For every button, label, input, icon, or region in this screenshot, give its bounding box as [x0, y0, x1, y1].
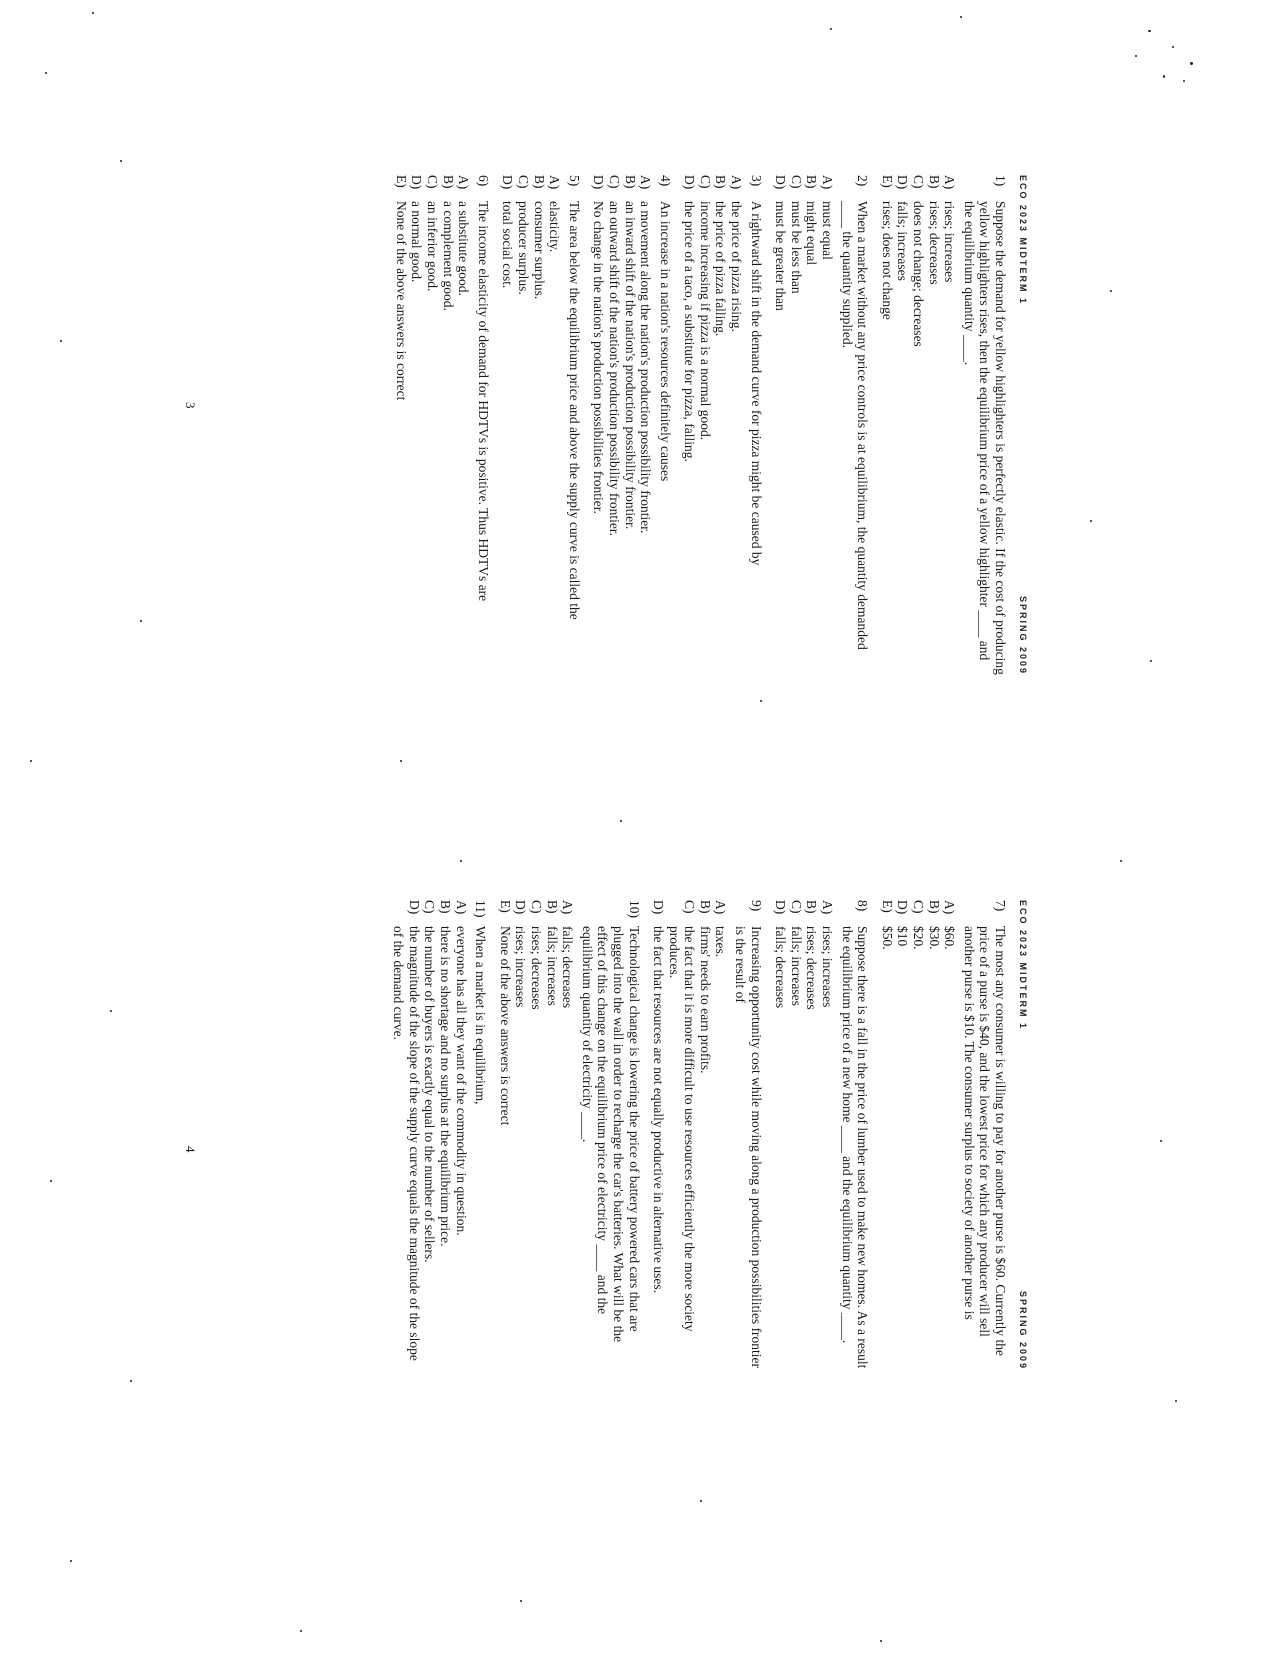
question-number: 9) [748, 900, 764, 912]
question-list [382, 900, 1008, 1370]
option-text: rises; increases [820, 926, 836, 1008]
answer-option [440, 175, 456, 675]
answer-option [942, 900, 958, 1370]
question [773, 900, 871, 1370]
option-letter: A) [942, 175, 958, 190]
question-stem [748, 175, 764, 675]
option-text: falls; decreases [773, 926, 789, 1009]
option-text: the price of pizza falling. [713, 201, 729, 337]
question-number: 2) [855, 175, 871, 187]
question-stem [961, 175, 1008, 675]
answer-options [773, 175, 835, 675]
answer-option [606, 175, 622, 675]
answer-option [638, 175, 654, 675]
option-text: taxes. [713, 926, 729, 958]
option-letter: C) [911, 175, 927, 189]
answer-option [424, 175, 440, 675]
option-letter: E) [879, 175, 895, 188]
option-letter: D) [895, 900, 911, 915]
option-text: the price of a taco, a substitute for pizza, falling. [682, 201, 698, 462]
question-text: The area below the equilibrium price and above the supply curve is called the [566, 201, 582, 620]
option-letter: E) [393, 175, 409, 188]
question-stem [475, 175, 491, 675]
question [879, 900, 1008, 1370]
option-letter: B) [440, 175, 456, 189]
answer-option [531, 175, 547, 675]
question-text: The most any consumer is willing to pay for another purse is $60. Currently the price of a purse is $40, and the lowest price for which any producer will sell another purse is $10. The consumer surplus to society of another purse is [961, 926, 1008, 1357]
option-letter: D) [773, 175, 789, 190]
question-number: 10) [626, 900, 642, 918]
question-stem [566, 175, 582, 675]
option-text: $20. [911, 926, 927, 950]
option-text: the price of pizza rising. [729, 201, 745, 332]
answer-option [788, 900, 804, 1370]
exam-page-3 [250, 175, 1030, 675]
answer-option [910, 900, 926, 1370]
question-stem [839, 900, 870, 1370]
option-text: falls; increases [895, 201, 911, 281]
answer-option [497, 900, 513, 1370]
option-text: a complement good. [440, 201, 456, 311]
option-text: a movement along the nation's production possibility frontier. [638, 201, 654, 534]
answer-option [697, 900, 713, 1370]
option-text: must equal [820, 201, 836, 260]
option-letter: C) [697, 175, 713, 189]
question [651, 900, 764, 1370]
answer-option [697, 175, 713, 675]
question-number: 6) [475, 175, 491, 187]
question [591, 175, 673, 675]
option-letter: C) [606, 175, 622, 189]
answer-option [622, 175, 638, 675]
option-letter: B) [622, 175, 638, 189]
answer-option [788, 175, 804, 675]
option-text: the fact that resources are not equally productive in alternative uses. [651, 926, 667, 1293]
question-number: 11) [473, 900, 489, 918]
option-text: rises; decreases [528, 926, 544, 1010]
page-header [1014, 175, 1030, 675]
answer-option [393, 175, 409, 675]
option-text: must be less than [788, 201, 804, 294]
option-text: $10 [895, 926, 911, 947]
option-text: $60. [942, 926, 958, 950]
answer-option [544, 900, 560, 1370]
option-letter: D) [591, 175, 607, 190]
option-text: $30. [926, 926, 942, 950]
answer-options [651, 900, 729, 1370]
question-stem [961, 900, 1008, 1370]
answer-option [819, 175, 835, 675]
option-letter: C) [682, 900, 698, 914]
answer-option [515, 175, 531, 675]
option-text: the fact that it is more difficult to use resources efficiently the more society produces. [666, 926, 698, 1332]
question [391, 900, 489, 1370]
option-letter: D) [682, 175, 698, 190]
answer-option [651, 900, 667, 1370]
question-number: 3) [748, 175, 764, 187]
answer-options [682, 175, 744, 675]
option-letter: B) [697, 900, 713, 914]
question-text: The income elasticity of demand for HDTVs is positive. Thus HDTVs are [475, 201, 491, 602]
page-number: 4 [183, 1146, 198, 1153]
option-letter: B) [531, 175, 547, 189]
answer-option [513, 900, 529, 1370]
page-number: 3 [183, 402, 198, 409]
question-number: 5) [566, 175, 582, 187]
option-letter: E) [497, 900, 513, 913]
option-letter: D) [409, 175, 425, 190]
exam-page-4 [250, 900, 1030, 1370]
answer-option [666, 900, 697, 1370]
option-letter: A) [456, 175, 472, 190]
option-letter: B) [438, 900, 453, 914]
option-letter: D) [773, 900, 789, 915]
option-letter: D) [651, 900, 667, 915]
option-text: falls; increases [788, 926, 804, 1006]
option-letter: A) [547, 175, 563, 190]
answer-options [497, 900, 575, 1370]
option-letter: D) [406, 900, 422, 915]
option-letter: C) [515, 175, 531, 189]
answer-option [895, 900, 911, 1370]
option-text: does not change; decreases [911, 201, 927, 347]
option-letter: A) [453, 900, 469, 915]
option-letter: A) [942, 900, 958, 915]
answer-option [926, 900, 942, 1370]
answer-option [895, 175, 911, 675]
option-text: an outward shift of the nation's production possibility frontier. [606, 201, 622, 537]
option-text: the magnitude of the slope of the supply curve equals the magnitude of the slope of the demand curve. [391, 926, 422, 1361]
answer-options [393, 175, 471, 675]
option-text: must be greater than [773, 201, 789, 311]
answer-option [422, 900, 438, 1370]
option-text: No change in the nation's production possibilities frontier. [591, 201, 607, 514]
question-text: When a market is in equilibrium, [473, 926, 489, 1105]
option-text: producer surplus. [515, 201, 531, 295]
question [682, 175, 764, 675]
answer-options [500, 175, 562, 675]
option-text: a substitute good. [456, 201, 472, 296]
question [393, 175, 491, 675]
answer-options [879, 900, 957, 1370]
question [497, 900, 641, 1370]
option-text: rises; decreases [926, 201, 942, 285]
question [500, 175, 582, 675]
answer-option [926, 175, 942, 675]
question-stem [657, 175, 673, 675]
option-text: a normal good. [409, 201, 425, 283]
question-stem [473, 900, 489, 1370]
question-stem [579, 900, 641, 1370]
option-letter: C) [788, 900, 804, 914]
answer-option [456, 175, 472, 675]
answer-option [819, 900, 835, 1370]
option-letter: D) [500, 175, 516, 190]
option-text: rises; does not change [879, 201, 895, 320]
answer-option [879, 175, 895, 675]
question-text: Suppose there is a fall in the price of lumber used to make new homes. As a result the equilibrium price of a new home ____ and the equilibrium quantity ____. [839, 926, 871, 1369]
option-letter: A) [820, 900, 836, 915]
answer-option [591, 175, 607, 675]
question [879, 175, 1008, 675]
option-text: total social cost. [500, 201, 516, 289]
header-term: SPRING 2009 [1018, 1290, 1028, 1370]
option-letter: B) [804, 175, 820, 189]
option-text: might equal [804, 201, 820, 266]
option-letter: E) [879, 900, 895, 913]
answer-option [560, 900, 576, 1370]
option-text: None of the above answers is correct [393, 201, 409, 401]
answer-options [879, 175, 957, 675]
question-number: 1) [993, 175, 1008, 187]
answer-option [713, 900, 729, 1370]
option-letter: C) [422, 900, 438, 914]
option-letter: A) [820, 175, 836, 190]
question-text: A rightward shift in the demand curve for pizza might be caused by [748, 201, 764, 566]
answer-option [547, 175, 563, 675]
answer-options [591, 175, 653, 675]
question-stem [733, 900, 764, 1370]
option-letter: A) [729, 175, 745, 190]
option-text: the number of buyers is exactly equal to the number of sellers. [422, 926, 438, 1263]
option-text: falls; increases [544, 926, 560, 1006]
answer-option [500, 175, 516, 675]
option-text: rises; increases [513, 926, 529, 1008]
option-letter: D) [895, 175, 911, 190]
answer-options [773, 900, 835, 1370]
question-text: When a market without any price controls is at equilibrium, the quantity demanded ____ the quantity supplied. [839, 201, 871, 650]
answer-options [391, 900, 469, 1370]
answer-option [910, 175, 926, 675]
question-list [384, 175, 1008, 675]
header-course: ECO 2023 MIDTERM 1 [1018, 900, 1028, 1031]
answer-option [453, 900, 469, 1370]
question-number: 4) [657, 175, 673, 187]
option-text: an inward shift of the nation's production possibility frontier. [622, 201, 638, 530]
option-text: there is no shortage and no surplus at the equilibrium price. [438, 926, 453, 1247]
question-text: An increase in a nation's resources definitely causes [657, 201, 673, 482]
answer-option [682, 175, 698, 675]
option-text: falls; decreases [560, 926, 576, 1009]
option-text: rises; increases [942, 201, 958, 283]
option-text: elasticity. [547, 201, 563, 253]
answer-option [773, 900, 789, 1370]
option-text: income increasing if pizza is a normal good. [697, 201, 713, 441]
answer-option [528, 900, 544, 1370]
option-letter: C) [425, 175, 440, 189]
question-text: Increasing opportunity cost while moving along a production possibilities frontier is the result of [733, 926, 764, 1369]
option-text: consumer surplus. [531, 201, 547, 300]
question-number: 8) [855, 900, 871, 912]
option-text: None of the above answers is correct [497, 926, 513, 1126]
answer-option [942, 175, 958, 675]
question [773, 175, 871, 675]
answer-option [409, 175, 425, 675]
answer-option [729, 175, 745, 675]
option-text: everyone has all they want of the commodity in question. [453, 926, 469, 1236]
option-letter: B) [926, 900, 942, 914]
option-text: an inferior good. [425, 201, 440, 292]
answer-option [773, 175, 789, 675]
answer-option [804, 175, 820, 675]
question-text: Technological change is lowering the price of battery powered cars that are plugged into the wall in order to recharge the car's batteries. What will be the effect of this change on the equilibrium price of electricity ____ and the equilibrium quantity of electricity ____. [579, 926, 642, 1343]
option-text: rises; decreases [804, 926, 820, 1010]
answer-option [391, 900, 422, 1370]
option-letter: C) [528, 900, 544, 914]
header-term: SPRING 2009 [1018, 595, 1028, 675]
option-letter: A) [713, 900, 729, 915]
answer-option [713, 175, 729, 675]
answer-option [804, 900, 820, 1370]
option-letter: C) [911, 900, 927, 914]
answer-option [437, 900, 453, 1370]
option-letter: B) [544, 900, 560, 914]
option-letter: B) [804, 900, 820, 914]
option-text: $50. [879, 926, 895, 950]
option-letter: A) [560, 900, 576, 915]
option-letter: D) [513, 900, 529, 915]
option-text: firms' needs to earn profits. [697, 926, 713, 1074]
page-header [1014, 900, 1030, 1370]
answer-option [879, 900, 895, 1370]
header-course: ECO 2023 MIDTERM 1 [1018, 175, 1028, 306]
question-text: Suppose the demand for yellow highlighters is perfectly elastic. If the cost of producing yellow highlighters rises, then the equilibrium price of a yellow highlighter ____ and the equilibrium quantity ____. [961, 201, 1008, 675]
question-number: 7) [993, 900, 1008, 912]
question-stem [839, 175, 870, 675]
option-letter: A) [638, 175, 654, 190]
option-letter: B) [926, 175, 942, 189]
option-letter: B) [713, 175, 729, 189]
option-letter: C) [788, 175, 804, 189]
